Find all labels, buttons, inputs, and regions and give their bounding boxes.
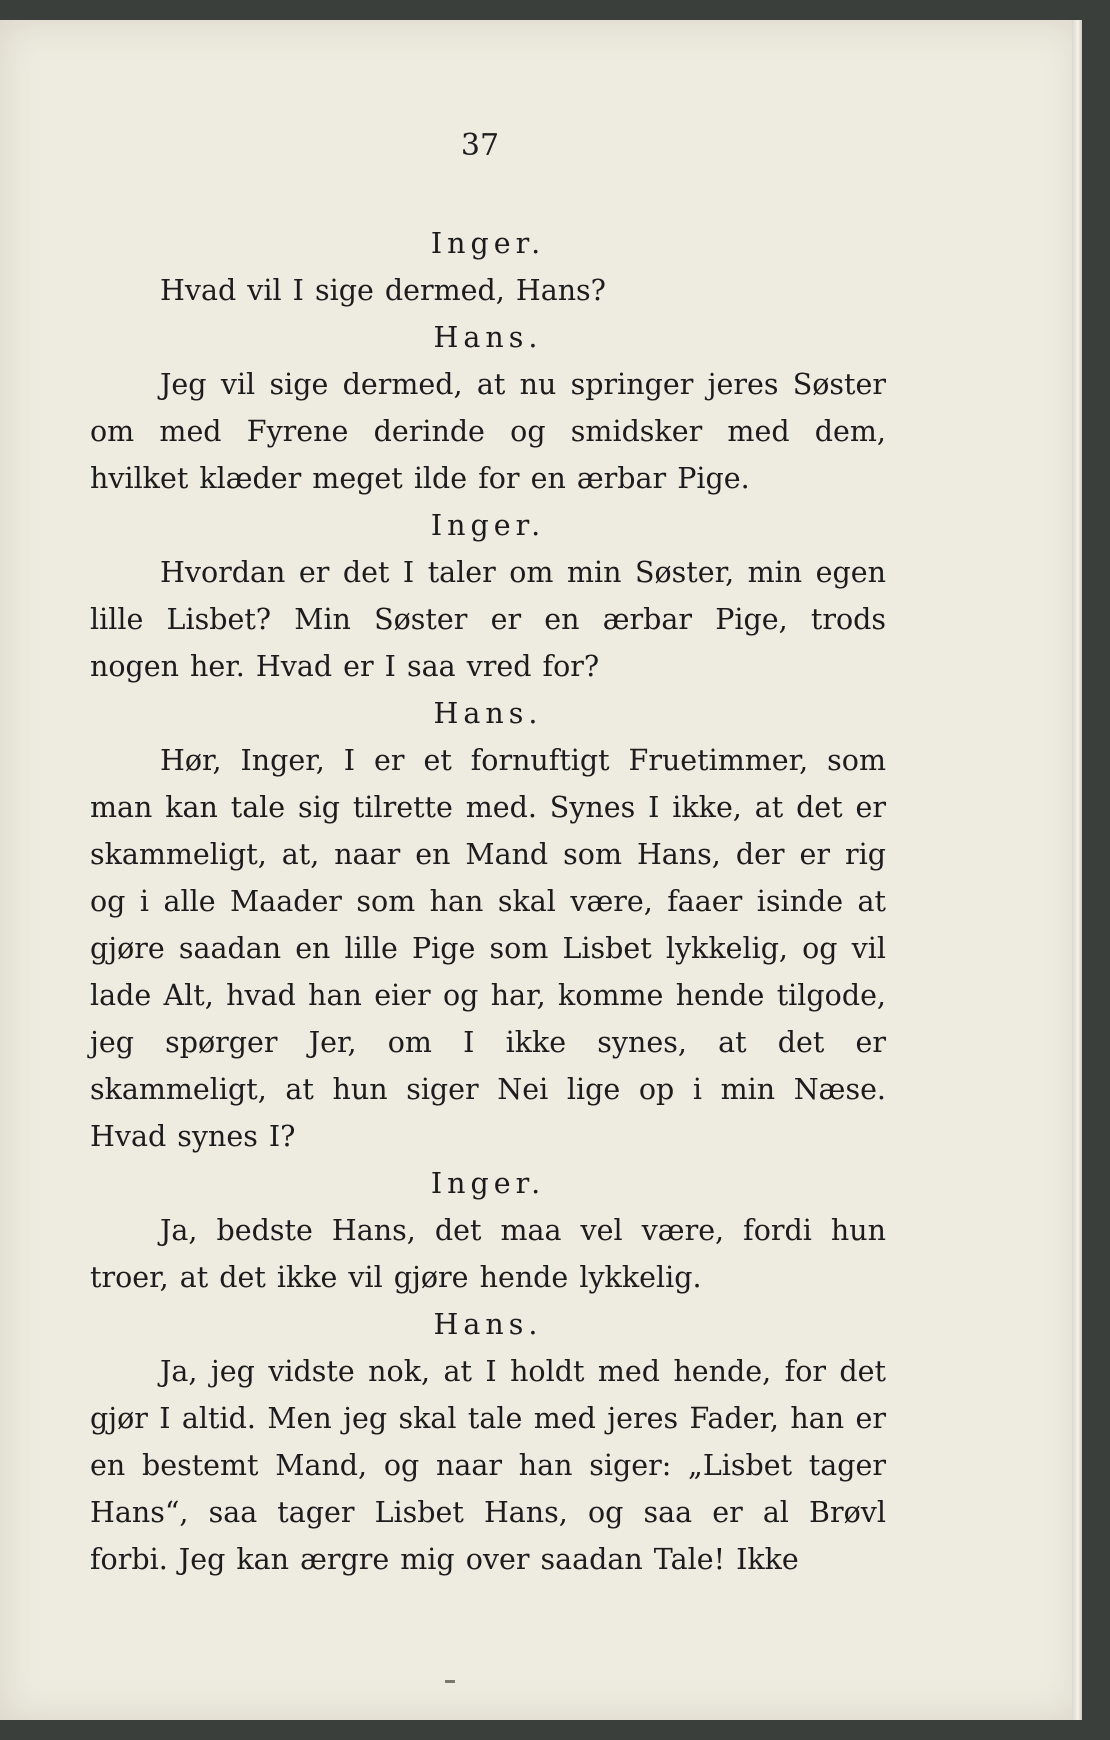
page-edge xyxy=(1072,20,1082,1720)
dialogue-paragraph: Hvad vil I sige dermed, Hans? xyxy=(160,274,606,307)
speaker-name: Inger. xyxy=(430,227,546,260)
ink-mark xyxy=(445,1680,455,1683)
speaker-name: Inger. xyxy=(430,1167,546,1200)
page-text xyxy=(90,220,886,1583)
book-page xyxy=(0,20,1082,1720)
dialogue-paragraph: Jeg vil sige dermed, at nu springer jeres Søster om med Fyrene derinde og smidsker med dem, hvilket klæder meget ilde for en ærbar Pige. xyxy=(90,368,886,495)
speaker-name: Inger. xyxy=(430,509,546,542)
speaker-name: Hans. xyxy=(433,1308,543,1341)
speaker-name: Hans. xyxy=(433,697,543,730)
dialogue-paragraph: Ja, jeg vidste nok, at I holdt med hende, for det gjør I altid. Men jeg skal tale med jeres Fader, han er en bestemt Mand, og naar han siger: „Lisbet tager Hans“, saa tager Lisbet Hans, og saa er al Brøvl forbi. Jeg kan ærgre mig over saadan Tale! Ikke xyxy=(90,1355,886,1576)
dialogue-paragraph: Ja, bedste Hans, det maa vel være, fordi hun troer, at det ikke vil gjøre hende lykkelig. xyxy=(90,1214,886,1294)
page-number: 37 xyxy=(460,128,500,163)
dialogue-paragraph: Hvordan er det I taler om min Søster, min egen lille Lisbet? Min Søster er en ærbar Pige, trods nogen her. Hvad er I saa vred for? xyxy=(90,556,886,683)
dialogue-paragraph: Hør, Inger, I er et fornuftigt Fruetimmer, som man kan tale sig tilrette med. Synes I ikke, at det er skammeligt, at, naar en Mand som Hans, der er rig og i alle Maader som han skal være, faaer isinde at gjøre saadan en lille Pige som Lisbet lykkelig, og vil lade Alt, hvad han eier og har, komme hende tilgode, jeg spørger Jer, om I ikke synes, at det er skammeligt, at hun siger Nei lige op i min Næse. Hvad synes I? xyxy=(90,744,886,1153)
speaker-name: Hans. xyxy=(433,321,543,354)
